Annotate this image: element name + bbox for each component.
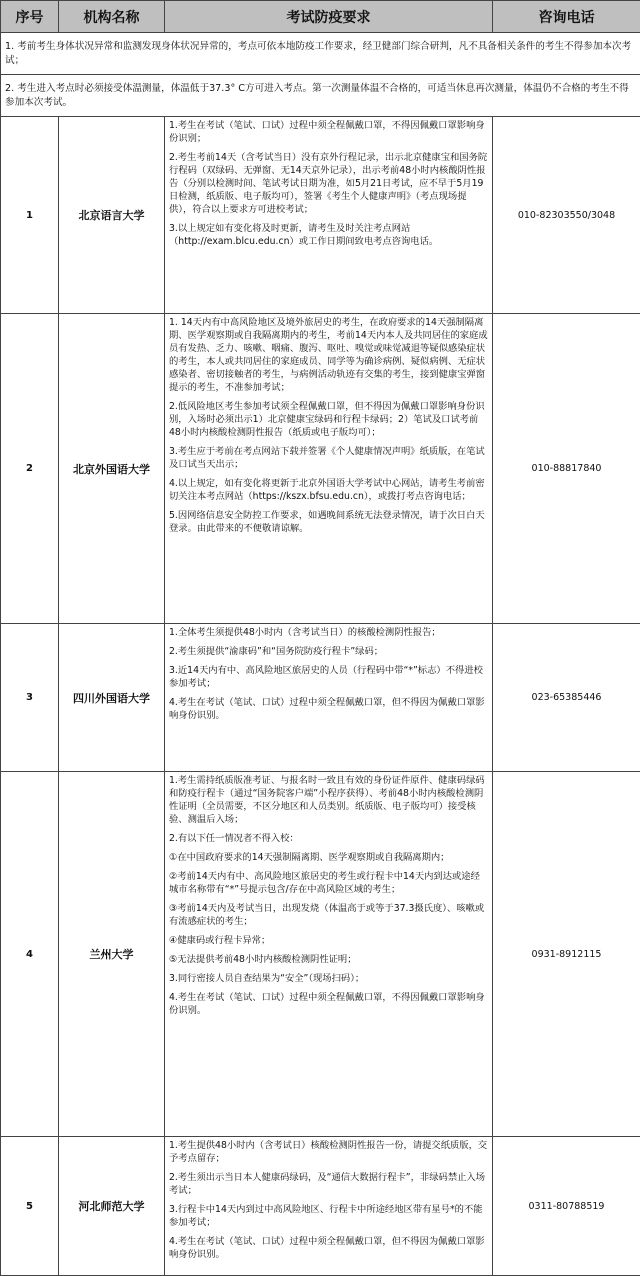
requirement-item: 4.考生在考试（笔试、口试）过程中须全程佩戴口罩，但不得因为佩戴口罩影响身份识别。 [169,696,488,722]
institution-name: 河北师范大学 [59,1137,165,1276]
requirement-item: ②考前14天内有中、高风险地区旅居史的考生或行程卡中14天内到达或途经城市名称带有“*”号提示包含/存在中高风险区域的考生； [169,870,488,896]
contact-phone: 0311-80788519 [493,1137,640,1276]
contact-phone: 010-82303550/3048 [493,117,640,314]
institution-name: 北京外国语大学 [59,314,165,624]
contact-phone: 010-88817840 [493,314,640,624]
requirement-item: 1.全体考生须提供48小时内（含考试当日）的核酸检测阴性报告； [169,626,488,639]
row-no: 2 [1,314,59,624]
table-row [1,772,640,1137]
requirements-cell [165,117,493,314]
requirements-cell [165,624,493,772]
requirement-item: 3.近14天内有中、高风险地区旅居史的人员（行程码中带“*”标志）不得进校参加考试； [169,664,488,690]
institution-name: 兰州大学 [59,772,165,1137]
requirement-item: 1.考生提供48小时内（含考试日）核酸检测阴性报告一份，请提交纸质版，交予考点留存； [169,1139,488,1165]
table-row [1,117,640,314]
header-requirements: 考试防疫要求 [165,1,493,33]
notice-row [1,33,640,75]
header-name: 机构名称 [59,1,165,33]
institution-name: 北京语言大学 [59,117,165,314]
requirement-item: 2.考生考前14天（含考试当日）没有京外行程记录，出示北京健康宝和国务院行程码（双绿码、无弹窗、无14天京外记录），出示考前48小时内核酸阴性报告（分别以检测时间、笔试考试日期为准，如5月21日考试，应不早于5月19日检测，纸质版、电子版均可），签署《考生个人健康声明》（考点现场提供），符合以上要求方可进校考试； [169,151,488,216]
notice-2: 2. 考生进入考点时必须接受体温测量，体温低于37.3° C方可进入考点。第一次测量体温不合格的，可适当休息再次测量，体温仍不合格的考生不得参加本次考试。 [1,75,640,117]
row-no: 3 [1,624,59,772]
requirement-item: 3.行程卡中14天内到过中高风险地区、行程卡中所途经地区带有星号*的不能参加考试； [169,1203,488,1229]
requirement-item: 5.因网络信息安全防控工作要求，如遇晚间系统无法登录情况，请于次日白天登录。由此带来的不便敬请谅解。 [169,509,488,535]
requirement-item: 2.低风险地区考生参加考试须全程佩戴口罩，但不得因为佩戴口罩影响身份识别，入场时必须出示1）北京健康宝绿码和行程卡绿码；2）笔试及口试考前48小时内核酸检测阴性报告（纸质或电子版均可）； [169,400,488,439]
header-no: 序号 [1,1,59,33]
requirement-item: ④健康码或行程卡异常； [169,934,488,947]
requirement-item: 3.以上规定如有变化将及时更新，请考生及时关注考点网站（http://exam.blcu.edu.cn）或工作日期间致电考点咨询电话。 [169,222,488,248]
table-row [1,314,640,624]
requirements-cell [165,1137,493,1276]
requirements-cell [165,772,493,1137]
requirement-item: 4.考生在考试（笔试、口试）过程中须全程佩戴口罩，不得因佩戴口罩影响身份识别。 [169,991,488,1017]
requirement-item: ⑤无法提供考前48小时内核酸检测阴性证明； [169,953,488,966]
requirements-cell [165,314,493,624]
requirement-item: 2.考生须提供“渝康码”和“国务院防疫行程卡”绿码； [169,645,488,658]
row-no: 5 [1,1137,59,1276]
requirement-item: 3.同行密接人员自查结果为“安全”（现场扫码）； [169,972,488,985]
row-no: 4 [1,772,59,1137]
requirement-item: 1.考生需持纸质版准考证、与报名时一致且有效的身份证件原件、健康码绿码和防疫行程卡（通过“国务院客户端”小程序获得）、考前48小时内核酸检测阴性证明（全员需要，不区分地区和人员类别。纸质版、电子版均可）接受核验、测温后入场； [169,774,488,826]
table-row [1,624,640,772]
table-row [1,1137,640,1276]
requirement-item: 4.以上规定，如有变化将更新于北京外国语大学考试中心网站，请考生考前密切关注本考点网站（https://kszx.bfsu.edu.cn），或拨打考点咨询电话； [169,477,488,503]
requirement-item: 3.考生应于考前在考点网站下载并签署《个人健康情况声明》纸质版，在笔试及口试当天出示； [169,445,488,471]
notice-row [1,75,640,117]
table-header-row [1,1,640,33]
requirement-item: ③考前14天内及考试当日，出现发烧（体温高于或等于37.3摄氏度）、咳嗽或有流感症状的考生； [169,902,488,928]
requirement-item: 1.考生在考试（笔试、口试）过程中须全程佩戴口罩，不得因佩戴口罩影响身份识别； [169,119,488,145]
institution-name: 四川外国语大学 [59,624,165,772]
requirement-item: ①在中国政府要求的14天强制隔离期、医学观察期或自我隔离期内； [169,851,488,864]
requirement-item: 2.有以下任一情况者不得入校： [169,832,488,845]
contact-phone: 0931-8912115 [493,772,640,1137]
requirement-item: 4.考生在考试（笔试、口试）过程中须全程佩戴口罩，但不得因为佩戴口罩影响身份识别。 [169,1235,488,1261]
requirement-item: 2.考生须出示当日本人健康码绿码，及“通信大数据行程卡”，非绿码禁止入场考试； [169,1171,488,1197]
contact-phone: 023-65385446 [493,624,640,772]
row-no: 1 [1,117,59,314]
notice-1: 1. 考前考生身体状况异常和监测发现身体状况异常的，考点可依本地防疫工作要求，经卫健部门综合研判，凡不具备相关条件的考生不得参加本次考试； [1,33,640,75]
header-phone: 咨询电话 [493,1,640,33]
requirement-item: 1. 14天内有中高风险地区及境外旅居史的考生，在政府要求的14天强制隔离期、医学观察期或自我隔离期内的考生，考前14天内本人及共同居住的家庭成员有发热、乏力、咳嗽、咽痛、腹泻、呕吐、嗅觉或味觉减退等疑似感染症状的考生，本人或共同居住的家庭成员、同学等为确诊病例、疑似病例、无症状感染者、密切接触者的考生，与病例活动轨迹有交集的考生，接到健康宝弹窗提示的考生，不准参加考试； [169,316,488,394]
